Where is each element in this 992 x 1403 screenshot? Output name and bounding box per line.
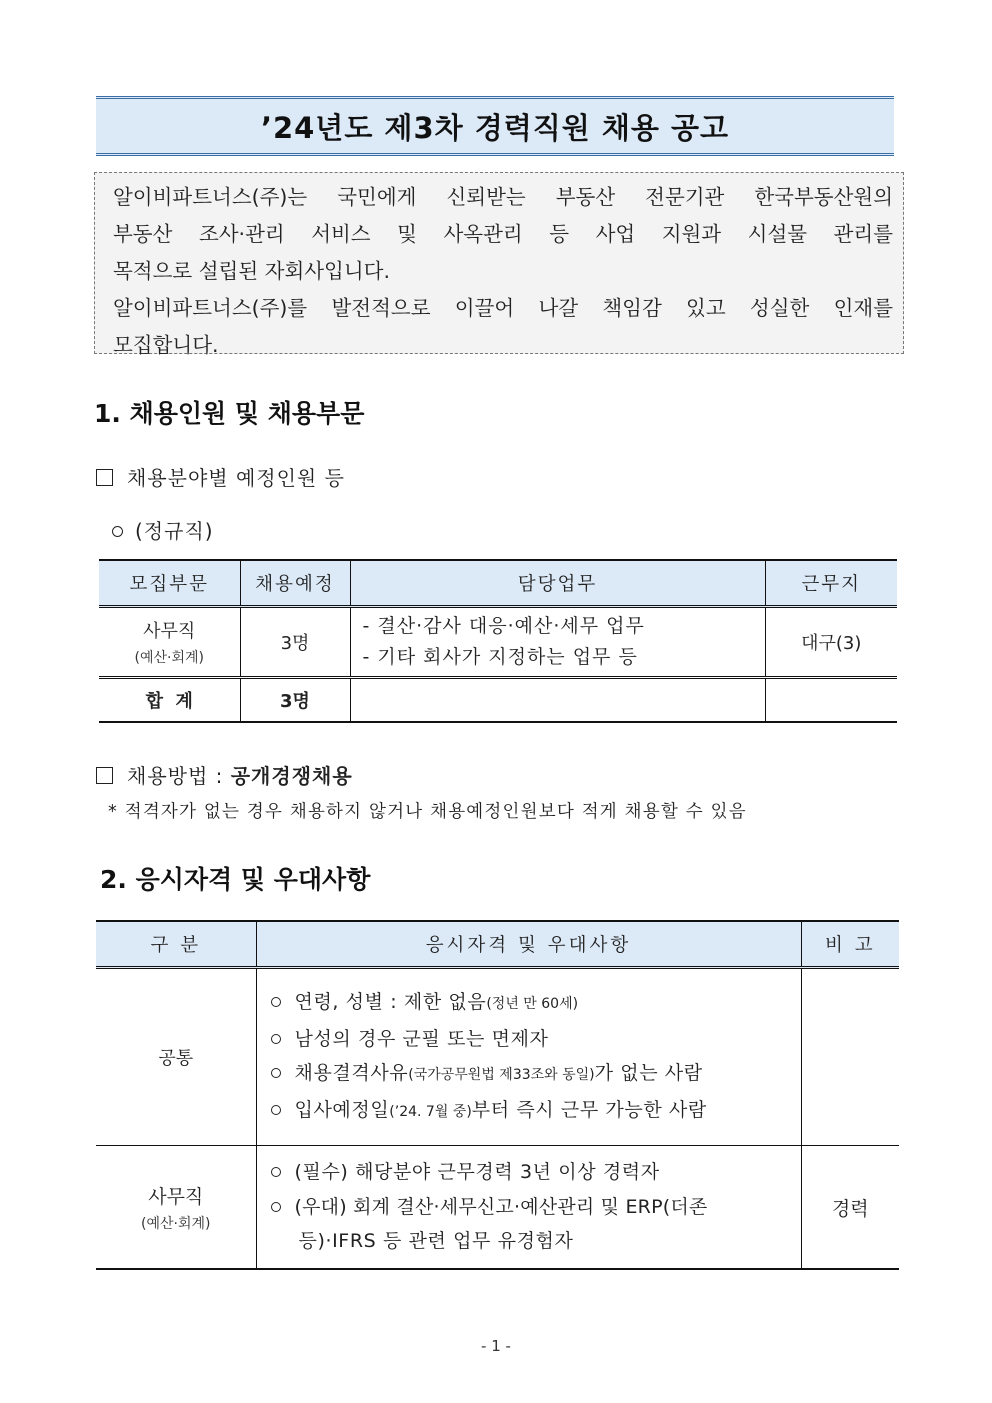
circle-bullet-icon [271,1202,281,1212]
qualification-cell [256,1146,801,1270]
qualification-item: 채용결격사유(국가공무원법 제33조와 동일)가 없는 사람 [271,1056,793,1093]
section1-heading: 1. 채용인원 및 채용부문 [94,399,365,428]
qualification-table [96,920,899,1270]
qualification-item-continued: 등)·IFRS 등 관련 업무 유경험자 [298,1230,574,1253]
circle-bullet-icon [271,1105,281,1115]
circle-bullet-icon [271,997,281,1007]
column-header: 모집부문 [99,560,240,607]
category-cell: 공통 [96,968,256,1146]
total-count: 3명 [240,678,350,723]
column-header: 비 고 [801,921,899,968]
square-bullet-icon [96,767,113,784]
category-cell: 사무직 (예산·회계) [96,1146,256,1270]
circle-bullet-icon [112,526,123,537]
intro-line: 모집합니다. [113,333,219,357]
circle-bullet-icon [271,1167,281,1177]
title-banner [96,96,894,156]
intro-line: 부동산 조사·관리 서비스 및 사옥관리 등 사업 지원과 시설물 관리를 [113,222,893,246]
page-title: ’24년도 제3차 경력직원 채용 공고 [260,110,730,145]
column-header: 담당업무 [350,560,765,607]
empty-cell [765,678,897,723]
qualification-item: 입사예정일(’24. 7월 중)부터 즉시 근무 가능한 사람 [271,1093,793,1130]
qualification-item: 남성의 경우 군필 또는 면제자 [271,1022,793,1057]
location-cell: 대구(3) [765,607,897,678]
empty-cell [350,678,765,723]
table-row [96,968,899,1146]
recruitment-method: 채용방법 : 공개경쟁채용 [96,760,353,789]
circle-bullet-icon [271,1068,281,1078]
employment-type: (정규직) [112,515,214,544]
column-header: 구 분 [96,921,256,968]
column-header: 응시자격 및 우대사항 [256,921,801,968]
section2-heading: 2. 응시자격 및 우대사항 [100,865,371,894]
total-row [99,678,897,723]
note-cell: 경력 [801,1146,899,1270]
qualification-item: 연령, 성별 : 제한 없음(정년 만 60세) [271,985,793,1022]
total-label: 합 계 [99,678,240,723]
column-header: 채용예정 [240,560,350,607]
dept-cell: 사무직 (예산·회계) [99,607,240,678]
circle-bullet-icon [271,1034,281,1044]
section1-subheading: 채용분야별 예정인원 등 [96,462,345,491]
square-bullet-icon [96,469,113,486]
qualification-item: (필수) 해당분야 근무경력 3년 이상 경력자 [271,1155,793,1190]
recruitment-table [99,559,897,723]
table-header-row [96,921,899,968]
page-number: - 1 - [481,1337,511,1355]
table-row [99,607,897,678]
note-cell [801,968,899,1146]
intro-line: 알이비파트너스(주)를 발전적으로 이끌어 나갈 책임감 있고 성실한 인재를 [113,296,893,320]
duty-cell: - 결산·감사 대응·예산·세무 업무 - 기타 회사가 지정하는 업무 등 [350,607,765,678]
table-row [96,1146,899,1270]
count-cell: 3명 [240,607,350,678]
table-header-row [99,560,897,607]
recruitment-note: * 적격자가 없는 경우 채용하지 않거나 채용예정인원보다 적게 채용할 수 있음 [108,802,747,822]
qualification-cell [256,968,801,1146]
intro-line: 알이비파트너스(주)는 국민에게 신뢰받는 부동산 전문기관 한국부동산원의 [113,185,893,209]
intro-box [94,172,904,357]
column-header: 근무지 [765,560,897,607]
qualification-item: (우대) 회계 결산·세무신고·예산관리 및 ERP(더존 [271,1190,793,1225]
intro-line: 목적으로 설립된 자회사입니다. [113,259,390,283]
